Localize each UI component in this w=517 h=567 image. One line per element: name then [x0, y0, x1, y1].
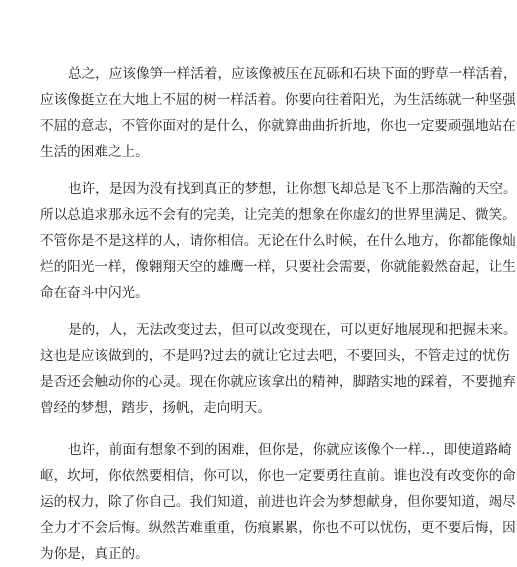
paragraph-line: 是的，人，无法改变过去，但可以改变现在，可以更好地展现和把握未来。 — [68, 322, 517, 338]
paragraph-line: 烂的阳光一样，像翱翔天空的雄鹰一样，只要社会需要，你就能毅然奋起，让生 — [40, 259, 516, 275]
paragraph-line: 生活的困难之上。 — [40, 144, 149, 160]
paragraph-line: 是否还会触动你的心灵。现在你就应该拿出的精神，脚踏实地的踩着，不要抛弃 — [40, 374, 516, 390]
paragraph-3 — [40, 317, 517, 421]
paragraph-line: 不管你是不是这样的人，请你相信。无论在什么时候，在什么地方，你都能像灿 — [40, 233, 516, 249]
paragraph-line: 不屈的意志，不管你面对的是什么，你就算曲曲折折地，你也一定要顽强地站在 — [40, 118, 516, 134]
paragraph-line: 应该像挺立在大地上不屈的树一样活着。你要向往着阳光，为生活练就一种坚强 — [40, 92, 516, 108]
paragraph-line: 岖，坎坷，你依然要相信，你可以，你也一定要勇往直前。谁也没有改变你的命 — [40, 468, 516, 484]
paragraph-1 — [40, 61, 517, 165]
paragraph-line: 为你是，真正的。 — [40, 546, 149, 562]
paragraph-line: 也许，是因为没有找到真正的梦想，让你想飞却总是飞不上那浩瀚的天空。 — [68, 181, 517, 197]
paragraph-4 — [40, 437, 516, 567]
paragraph-line: 所以总追求那永远不会有的完美，让完美的想象在你虚幻的世界里满足、微笑。 — [40, 207, 516, 223]
paragraph-line: 这也是应该做到的，不是吗?过去的就让它过去吧，不要回头，不管走过的忧伤 — [40, 348, 510, 364]
paragraph-line: 命在奋斗中闪光。 — [40, 285, 149, 301]
paragraph-line: 运的权力，除了你自己。我们知道，前进也许会为梦想献身，但你要知道，竭尽 — [40, 494, 516, 510]
paragraph-line: 也许，前面有想象不到的困难，但你是，你就应该像个一样..，即使道路崎 — [68, 442, 512, 458]
paragraph-line: 曾经的梦想，踏步，扬帆，走向明天。 — [40, 400, 272, 416]
paragraph-line: 全力才不会后悔。纵然苦难重重，伤痕累累，你也不可以忧伤，更不要后悔，因 — [40, 520, 516, 536]
paragraph-line: 总之，应该像笋一样活着，应该像被压在瓦砾和石块下面的野草一样活着， — [68, 66, 517, 82]
paragraph-2 — [40, 176, 517, 306]
